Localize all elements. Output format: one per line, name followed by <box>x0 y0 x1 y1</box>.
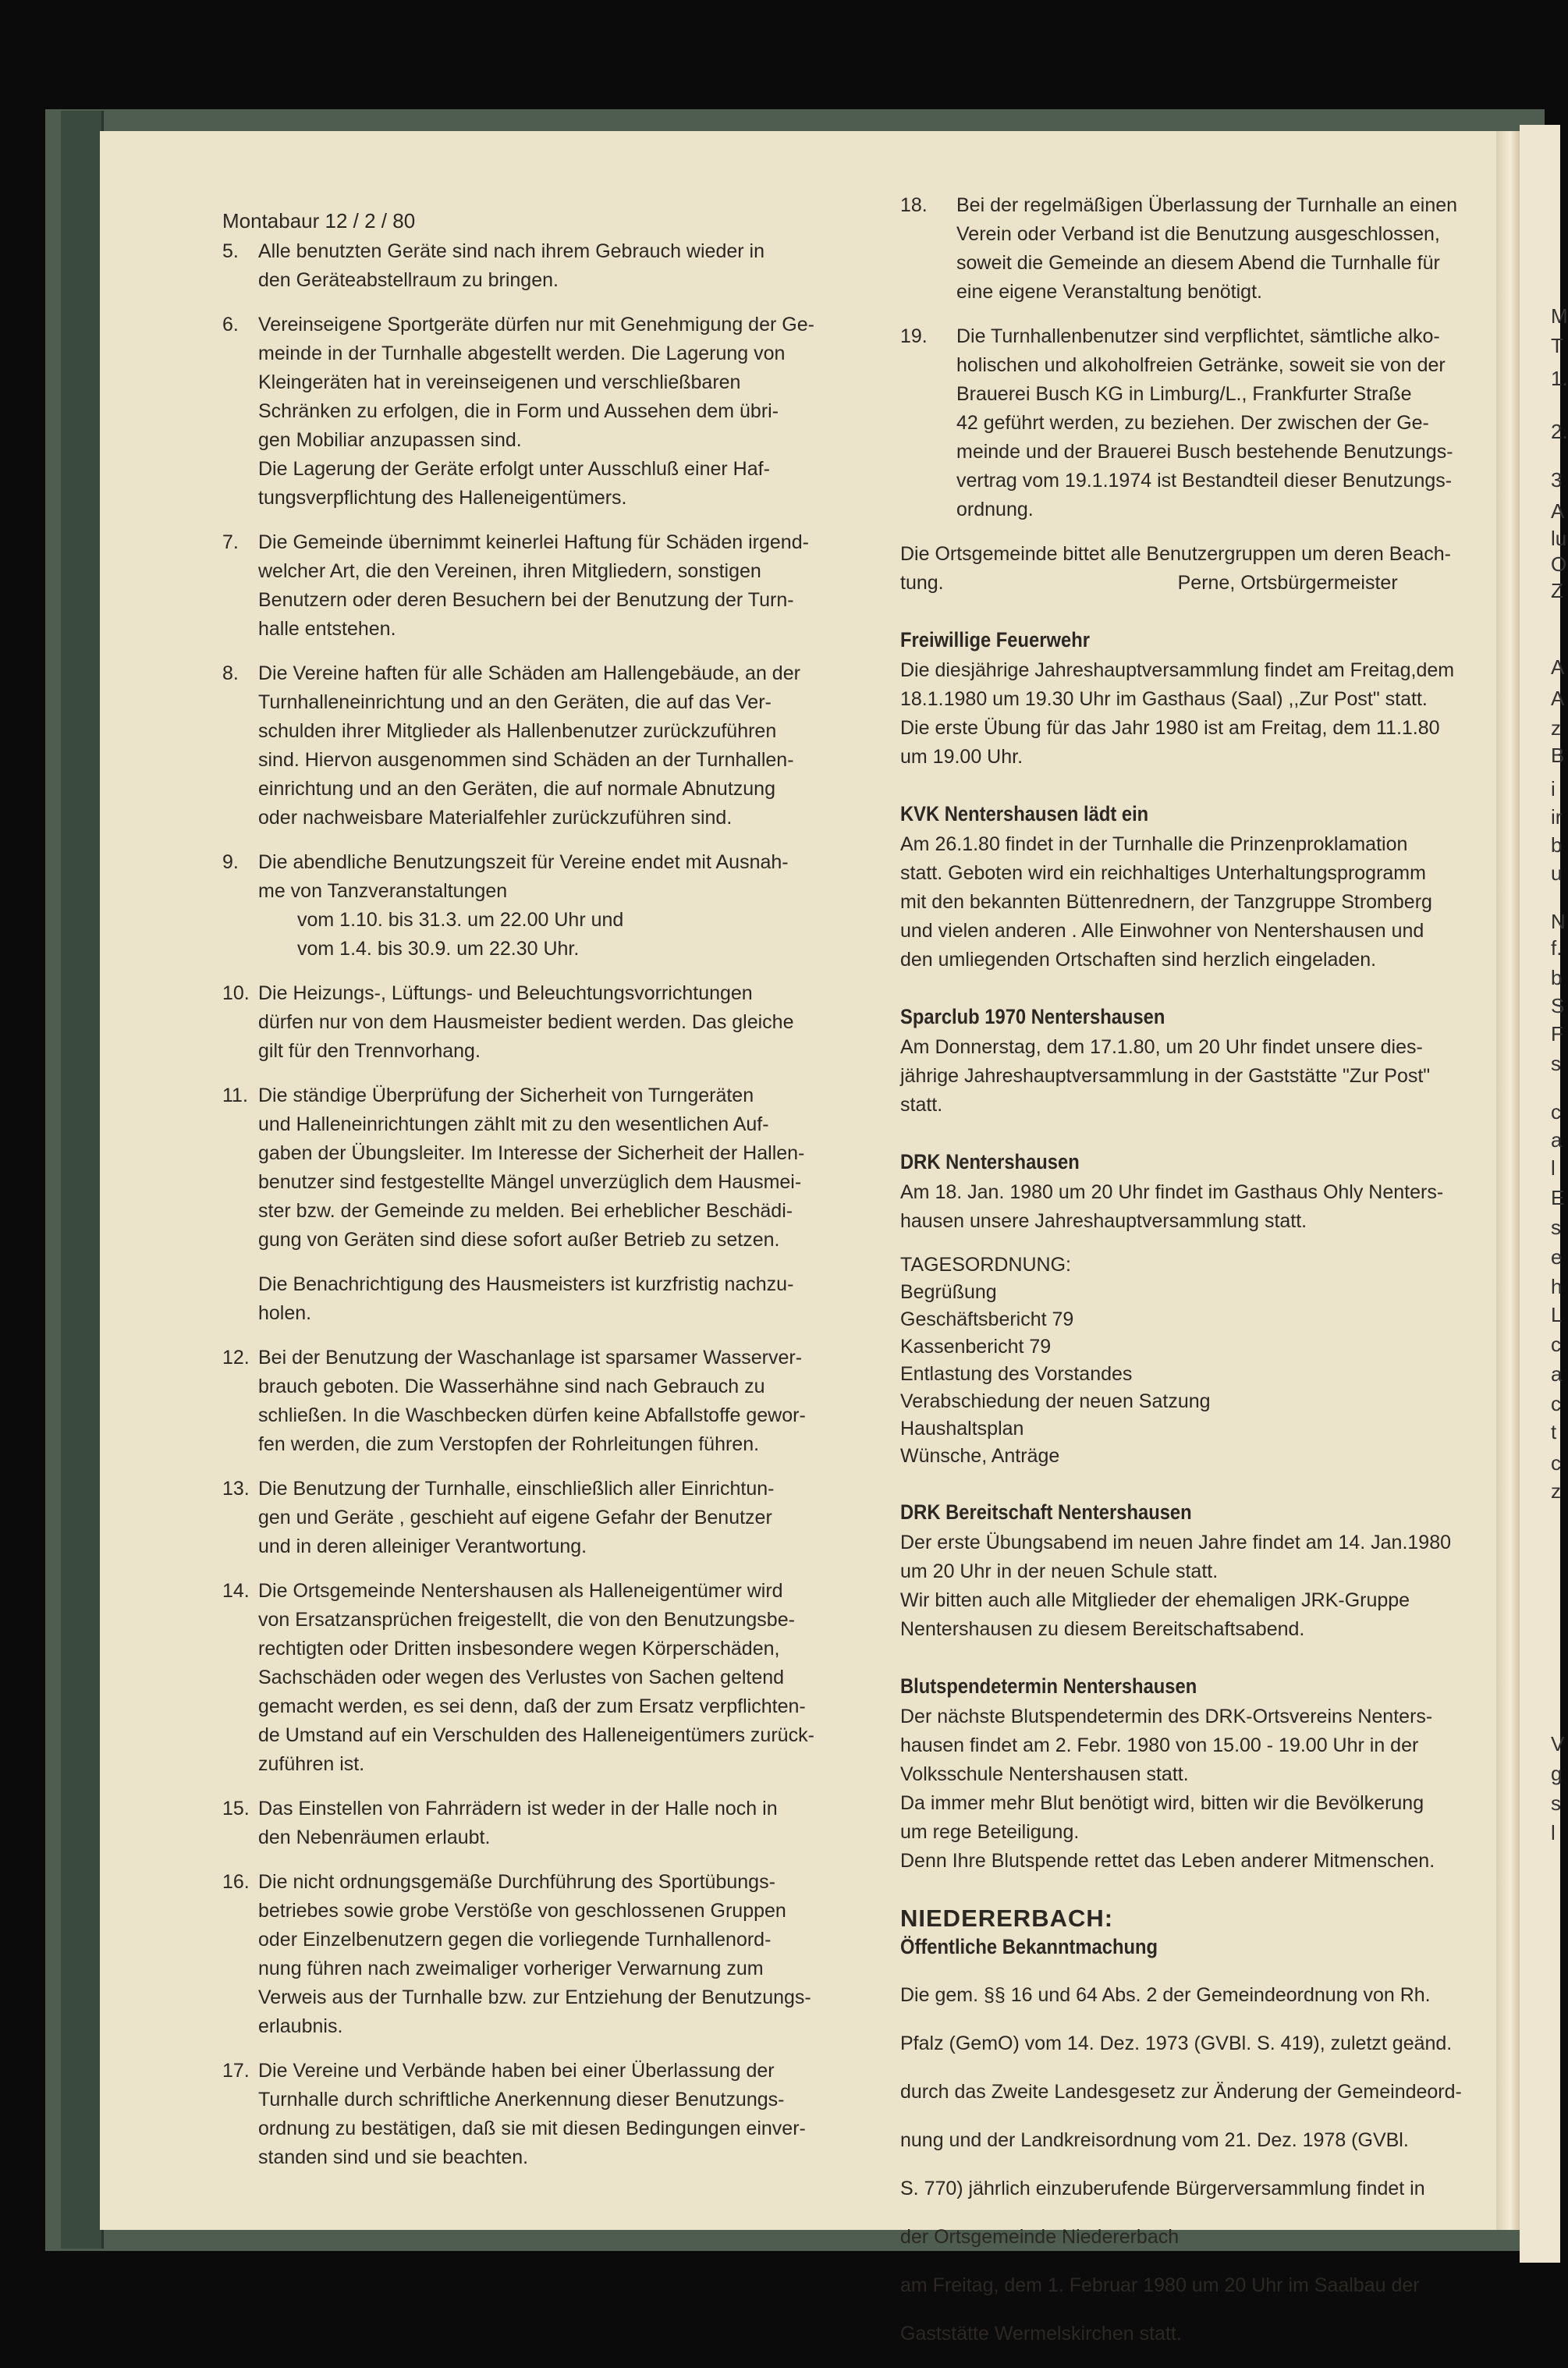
regulation-item <box>222 1344 878 1459</box>
text-line: Der erste Übungsabend im neuen Jahre findet am 14. Jan.1980 <box>900 1532 1452 1553</box>
regulation-item <box>222 848 878 964</box>
item-number: 14. <box>222 1580 250 1602</box>
text-line: Vereinseigene Sportgeräte dürfen nur mit Genehmigung der Ge- <box>258 314 814 335</box>
agenda-item: Verabschiedung der neuen Satzung <box>900 1390 1211 1412</box>
item-number: 17. <box>222 2060 250 2082</box>
agenda-item: Haushaltsplan <box>900 1418 1024 1440</box>
item-body <box>258 1081 878 1328</box>
text-line: von Ersatzansprüchen freigestellt, die von den Benutzungsbe- <box>258 1609 795 1631</box>
text-line: um 19.00 Uhr. <box>900 746 1023 768</box>
announcement <box>900 626 1509 772</box>
regulation-item <box>222 1868 878 2041</box>
text-line: statt. Geboten wird ein reichhaltiges Unterhaltungsprogramm <box>900 862 1426 884</box>
left-column <box>222 207 878 2188</box>
text-line: gung von Geräten sind diese sofort außer Betrieb zu setzen. <box>258 1229 780 1251</box>
text-line: schließen. In die Waschbecken dürfen keine Abfallstoffe gewor- <box>258 1404 806 1426</box>
agenda <box>900 1251 1509 1470</box>
text-line: Wir bitten auch alle Mitglieder der ehemaligen JRK-Gruppe <box>900 1589 1410 1611</box>
text-line: rechtigten oder Dritten insbesondere wegen Körperschäden, <box>258 1638 780 1660</box>
agenda-item: Kassenbericht 79 <box>900 1336 1052 1358</box>
next-page-fragment: i <box>1551 777 1556 801</box>
item-number: 10. <box>222 982 250 1004</box>
text-line: zuführen ist. <box>258 1753 365 1775</box>
next-page-fragment: s <box>1551 1216 1561 1239</box>
next-page-fragment: g <box>1551 1762 1563 1785</box>
text-line: Die gem. §§ 16 und 64 Abs. 2 der Gemeindeordnung von Rh. <box>900 1984 1431 2006</box>
item-number: 9. <box>222 851 239 873</box>
regulation-item <box>222 659 878 833</box>
text-line: holen. <box>258 1302 312 1324</box>
next-page-fragment: B <box>1551 744 1565 767</box>
text-line: um rege Beteiligung. <box>900 1821 1080 1843</box>
text-line: Pfalz (GemO) vom 14. Dez. 1973 (GVBl. S. 419), zuletzt geänd. <box>900 2033 1453 2054</box>
text-line: Turnhalleneinrichtung und an den Geräten, die auf das Ver- <box>258 691 772 713</box>
text-line: tungsverpflichtung des Halleneigentümers. <box>258 487 627 509</box>
text-line: de Umstand auf ein Verschulden des Halleneigentümers zurück- <box>258 1724 814 1746</box>
text-line: gilt für den Trennvorhang. <box>258 1040 481 1062</box>
next-page-fragment: A <box>1551 499 1565 523</box>
text-line: gen Mobiliar anzupassen sind. <box>258 429 522 451</box>
text-line: Bei der Benutzung der Waschanlage ist sparsamer Wasserver- <box>258 1347 803 1369</box>
text-line: 18.1.1980 um 19.30 Uhr im Gasthaus (Saal) ,,Zur Post" statt. <box>900 688 1428 710</box>
text-line: me von Tanzveranstaltungen <box>258 880 508 902</box>
text-line: Die abendliche Benutzungszeit für Vereine endet mit Ausnah- <box>258 851 789 873</box>
item-body <box>956 322 1509 524</box>
text-line: Alle benutzten Geräte sind nach ihrem Gebrauch wieder in <box>258 240 764 262</box>
next-page-fragment: M <box>1551 304 1568 328</box>
closing-note <box>900 540 1509 598</box>
text-line: Benutzern oder deren Besuchern bei der Benutzung der Turn- <box>258 589 794 611</box>
text-line: Die Lagerung der Geräte erfolgt unter Ausschluß einer Haf- <box>258 458 770 480</box>
regulation-item <box>222 2057 878 2172</box>
next-page-fragment: E <box>1551 1186 1565 1209</box>
text-line: durch das Zweite Landesgesetz zur Änderung der Gemeindeord- <box>900 2081 1462 2103</box>
next-page-fragment: b <box>1551 966 1563 989</box>
next-page-fragment: F <box>1551 1022 1563 1046</box>
text-line: S. 770) jährlich einzuberufende Bürgerversammlung findet in <box>900 2178 1425 2199</box>
text-line: vertrag vom 19.1.1974 ist Bestandteil dieser Benutzungs- <box>956 470 1453 492</box>
item-number: 15. <box>222 1798 250 1819</box>
item-number: 11. <box>222 1085 248 1106</box>
text-line: Die Benutzung der Turnhalle, einschließlich aller Einrichtun- <box>258 1478 775 1500</box>
text-line: erlaubnis. <box>258 2015 343 2037</box>
text-line: ster bzw. der Gemeinde zu melden. Bei erheblicher Beschädi- <box>258 1200 793 1222</box>
text-line: jährige Jahreshauptversammlung in der Gaststätte "Zur Post" <box>900 1065 1431 1087</box>
text-line: und vielen anderen . Alle Einwohner von Nentershausen und <box>900 920 1424 942</box>
text-line: Brauerei Busch KG in Limburg/L., Frankfurter Straße <box>956 383 1412 405</box>
next-page-fragment: e <box>1551 1245 1563 1269</box>
regulation-item <box>222 979 878 1066</box>
next-page-fragment: V <box>1551 1732 1565 1756</box>
closing-line: Die Ortsgemeinde bittet alle Benutzergruppen um deren Beach- <box>900 543 1451 565</box>
text-line: meinde in der Turnhalle abgestellt werden. Die Lagerung von <box>258 343 786 364</box>
next-page-fragment: c <box>1551 1333 1561 1356</box>
item-number: 19. <box>900 325 928 347</box>
next-page-fragment: A <box>1551 655 1565 679</box>
item-body <box>258 528 878 644</box>
binding-strip <box>61 111 104 2249</box>
public-notice <box>900 1933 1509 2348</box>
text-line: einrichtung und an den Geräten, die auf normale Abnutzung <box>258 778 775 800</box>
next-page-fragment: N <box>1551 910 1566 933</box>
text-line: Die Heizungs-, Lüftungs- und Beleuchtungsvorrichtungen <box>258 982 753 1004</box>
next-page-fragment: 3 <box>1551 468 1563 492</box>
item-body <box>258 1795 878 1852</box>
text-line: mit den bekannten Büttenrednern, der Tanzgruppe Stromberg <box>900 891 1432 913</box>
announcements <box>900 626 1509 1876</box>
text-line: Die diesjährige Jahreshauptversammlung findet am Freitag,dem <box>900 659 1455 681</box>
next-page-fragment: t <box>1551 1420 1557 1443</box>
text-line: welcher Art, die den Vereinen, ihren Mitgliedern, sonstigen <box>258 560 761 582</box>
next-page-fragment: c <box>1551 1451 1561 1475</box>
next-page-fragment: s <box>1551 1052 1561 1075</box>
text-line: Das Einstellen von Fahrrädern ist weder in der Halle noch in <box>258 1798 778 1819</box>
agenda-title: TAGESORDNUNG: <box>900 1254 1071 1276</box>
text-line: Der nächste Blutspendetermin des DRK-Ortsvereins Nenters- <box>900 1706 1433 1727</box>
item-number: 16. <box>222 1871 250 1893</box>
closing-line: tung. Perne, Ortsbürgermeister <box>900 572 1398 594</box>
item-number: 12. <box>222 1347 250 1369</box>
next-page-fragment: 1. <box>1551 367 1568 390</box>
text-line: Bei der regelmäßigen Überlassung der Turnhalle an einen <box>956 194 1458 216</box>
text-line: oder Einzelbenutzern gegen die vorliegende Turnhallenord- <box>258 1929 772 1951</box>
next-page-fragment: lu <box>1551 527 1567 550</box>
item-subparagraph <box>258 1270 878 1328</box>
text-line: Die ständige Überprüfung der Sicherheit von Turngeräten <box>258 1085 754 1106</box>
text-line: Volksschule Nentershausen statt. <box>900 1763 1189 1785</box>
text-line: den Nebenräumen erlaubt. <box>258 1827 491 1848</box>
text-line: schulden ihrer Mitglieder als Hallenbenutzer zurückzuführen <box>258 720 777 742</box>
announcement-title: DRK Nentershausen <box>900 1150 1080 1173</box>
item-body <box>956 191 1509 307</box>
next-page-fragment: a <box>1551 1128 1563 1152</box>
text-line: am Freitag, dem 1. Februar 1980 um 20 Uhr im Saalbau der <box>900 2274 1420 2296</box>
regulation-item <box>222 237 878 295</box>
text-line: Nentershausen zu diesem Bereitschaftsabend. <box>900 1618 1305 1640</box>
next-page-fragment: ir <box>1551 805 1563 829</box>
announcement <box>900 1498 1509 1644</box>
item-body <box>258 979 878 1066</box>
announcement-title: Sparclub 1970 Nentershausen <box>900 1005 1165 1028</box>
text-line: Die erste Übung für das Jahr 1980 ist am Freitag, dem 11.1.80 <box>900 717 1440 739</box>
next-page-fragment: O <box>1551 552 1567 576</box>
text-line: Die Turnhallenbenutzer sind verpflichtet, sämtliche alko- <box>956 325 1440 347</box>
text-line: hausen findet am 2. Febr. 1980 von 15.00 - 19.00 Uhr in der <box>900 1734 1419 1756</box>
regulation-item <box>222 1475 878 1561</box>
next-page-fragment: b <box>1551 833 1563 857</box>
text-line: ordnung zu bestätigen, daß sie mit diesen Bedingungen einver- <box>258 2118 806 2139</box>
text-line: und in deren alleiniger Verantwortung. <box>258 1535 587 1557</box>
text-line: Verweis aus der Turnhalle bzw. zur Entziehung der Benutzungs- <box>258 1986 811 2008</box>
item-body <box>258 237 878 295</box>
announcement <box>900 800 1509 975</box>
text-line: ordnung. <box>956 499 1034 520</box>
next-page-fragment: A <box>1551 687 1565 710</box>
text-line: statt. <box>900 1094 943 1116</box>
announcement-title: KVK Nentershausen lädt ein <box>900 802 1149 825</box>
regulation-item <box>222 1795 878 1852</box>
text-line: hausen unsere Jahreshauptversammlung statt. <box>900 1210 1307 1232</box>
text-line: um 20 Uhr in der neuen Schule statt. <box>900 1560 1219 1582</box>
text-line: Verein oder Verband ist die Benutzung ausgeschlossen, <box>956 223 1440 245</box>
next-page-fragment: u <box>1551 861 1563 885</box>
text-line: soweit die Gemeinde an diesem Abend die Turnhalle für <box>956 252 1440 274</box>
announcement-title: DRK Bereitschaft Nentershausen <box>900 1500 1192 1524</box>
agenda-item: Geschäftsbericht 79 <box>900 1308 1074 1330</box>
announcement <box>900 1672 1509 1876</box>
text-line: Denn Ihre Blutspende rettet das Leben anderer Mitmenschen. <box>900 1850 1435 1872</box>
item-number: 5. <box>222 240 239 262</box>
place-heading: NIEDERERBACH: <box>900 1905 1114 1932</box>
text-line: Die Ortsgemeinde Nentershausen als Halleneigentümer wird <box>258 1580 783 1602</box>
text-line: Turnhalle durch schriftliche Anerkennung dieser Benutzungs- <box>258 2089 785 2111</box>
text-line: Am Donnerstag, dem 17.1.80, um 20 Uhr findet unsere dies- <box>900 1036 1423 1058</box>
regulation-item <box>222 1577 878 1779</box>
next-page-fragment: T <box>1551 334 1563 357</box>
text-line: standen sind und sie beachten. <box>258 2146 529 2168</box>
next-page-fragment: c <box>1551 1392 1561 1415</box>
scanner-color-bar <box>1551 0 1563 2276</box>
regulation-item <box>900 322 1509 524</box>
item-number: 7. <box>222 531 239 553</box>
text-line: gemacht werden, es sei denn, daß der zum Ersatz verpflichten- <box>258 1695 806 1717</box>
next-page-fragment: z <box>1551 716 1561 740</box>
text-line: Die Vereine und Verbände haben bei einer Überlassung der <box>258 2060 775 2082</box>
text-line: Am 18. Jan. 1980 um 20 Uhr findet im Gasthaus Ohly Nenters- <box>900 1181 1444 1203</box>
text-line: brauch geboten. Die Wasserhähne sind nach Gebrauch zu <box>258 1376 765 1397</box>
page-header: Montabaur 12 / 2 / 80 <box>222 209 416 233</box>
text-line: nung führen nach zweimaliger vorheriger Verwarnung zum <box>258 1958 764 1979</box>
text-line: Kleingeräten hat in vereinseigenen und verschließbaren <box>258 371 741 393</box>
signature: Perne, Ortsbürgermeister <box>1177 572 1398 594</box>
text-line: benutzer sind festgestellte Mängel unverzüglich dem Hausmei- <box>258 1171 802 1193</box>
regulation-item <box>222 311 878 513</box>
next-page-fragment: s <box>1551 1791 1561 1815</box>
text-line: 42 geführt werden, zu beziehen. Der zwischen der Ge- <box>956 412 1429 434</box>
text-line: dürfen nur von dem Hausmeister bedient werden. Das gleiche <box>258 1011 794 1033</box>
next-page-fragment: S <box>1551 994 1565 1017</box>
item-body <box>258 659 878 833</box>
item-body <box>258 848 878 964</box>
item-body <box>258 1577 878 1779</box>
agenda-item: Wünsche, Anträge <box>900 1445 1060 1467</box>
text-line: eine eigene Veranstaltung benötigt. <box>956 281 1262 303</box>
next-page-fragment: L <box>1551 1303 1563 1326</box>
notice-text <box>900 1981 1509 2348</box>
next-page-fragment: Z <box>1551 579 1563 602</box>
text-line: Da immer mehr Blut benötigt wird, bitten wir die Bevölkerung <box>900 1792 1424 1814</box>
next-page-fragment: f. <box>1551 936 1563 960</box>
text-line: der Ortsgemeinde Niedererbach <box>900 2226 1180 2248</box>
next-page-fragment: c <box>1551 1100 1561 1124</box>
text-line: oder nachweisbare Materialfehler zurückzuführen sind. <box>258 807 733 829</box>
text-line: Gaststätte Wermelskirchen statt. <box>900 2323 1182 2345</box>
text-line: Die Benachrichtigung des Hausmeisters ist kurzfristig nachzu- <box>258 1273 794 1295</box>
announcement-title: Freiwillige Feuerwehr <box>900 628 1090 651</box>
text-line: fen werden, die zum Verstopfen der Rohrleitungen führen. <box>258 1433 760 1455</box>
item-number: 6. <box>222 314 239 335</box>
item-body <box>258 1344 878 1459</box>
next-page-fragment: 2. <box>1551 420 1568 443</box>
text-line: den umliegenden Ortschaften sind herzlich eingeladen. <box>900 949 1377 971</box>
next-page-fragment: h <box>1551 1275 1563 1298</box>
text-line: Sachschäden oder wegen des Verlustes von Sachen geltend <box>258 1667 785 1688</box>
next-page-fragment: l <box>1551 1156 1556 1180</box>
regulation-item <box>222 528 878 644</box>
announcement-title: Blutspendetermin Nentershausen <box>900 1674 1197 1698</box>
agenda-item: Entlastung des Vorstandes <box>900 1363 1133 1385</box>
text-line: gaben der Übungsleiter. Im Interesse der Sicherheit der Hallen- <box>258 1142 805 1164</box>
next-page-fragment: a <box>1551 1362 1563 1386</box>
text-line: sind. Hiervon ausgenommen sind Schäden an der Turnhallen- <box>258 749 794 771</box>
text-line: Die Gemeinde übernimmt keinerlei Haftung für Schäden irgend- <box>258 531 809 553</box>
next-page-fragment: l <box>1551 1821 1556 1844</box>
regulation-item <box>900 191 1509 307</box>
text-line: holischen und alkoholfreien Getränke, soweit sie von der <box>956 354 1446 376</box>
right-column <box>900 191 1509 2368</box>
text-line: betriebes sowie grobe Verstöße von geschlossenen Gruppen <box>258 1900 786 1922</box>
announcement <box>900 1148 1509 1470</box>
text-line: Am 26.1.80 findet in der Turnhalle die Prinzenproklamation <box>900 833 1408 855</box>
item-body <box>258 311 878 513</box>
item-body <box>258 1868 878 2041</box>
regulation-list-right <box>900 191 1509 524</box>
announcement <box>900 1003 1509 1120</box>
text-line: Die nicht ordnungsgemäße Durchführung des Sportübungs- <box>258 1871 775 1893</box>
text-line: Die Vereine haften für alle Schäden am Hallengebäude, an der <box>258 662 800 684</box>
text-line: Schränken zu erfolgen, die in Form und Aussehen dem übri- <box>258 400 779 422</box>
item-number: 13. <box>222 1478 250 1500</box>
text-line: den Geräteabstellraum zu bringen. <box>258 269 559 291</box>
item-number: 8. <box>222 662 239 684</box>
text-line: nung und der Landkreisordnung vom 21. Dez. 1978 (GVBl. <box>900 2129 1409 2151</box>
item-body <box>258 1475 878 1561</box>
text-line: vom 1.10. bis 31.3. um 22.00 Uhr und <box>297 909 624 931</box>
text-line: vom 1.4. bis 30.9. um 22.30 Uhr. <box>297 938 580 960</box>
text-line: gen und Geräte , geschieht auf eigene Gefahr der Benutzer <box>258 1507 772 1528</box>
text-line: und Halleneinrichtungen zählt mit zu den wesentlichen Auf- <box>258 1113 769 1135</box>
text-line: halle entstehen. <box>258 618 396 640</box>
item-body <box>258 2057 878 2172</box>
next-page-fragment: z <box>1551 1479 1561 1503</box>
regulation-list-left <box>222 237 878 2172</box>
item-number: 18. <box>900 194 928 216</box>
notice-title: Öffentliche Bekanntmachung <box>900 1935 1158 1958</box>
regulation-item <box>222 1081 878 1328</box>
agenda-item: Begrüßung <box>900 1281 997 1303</box>
text-line: meinde und der Brauerei Busch bestehende Benutzungs- <box>956 441 1453 463</box>
